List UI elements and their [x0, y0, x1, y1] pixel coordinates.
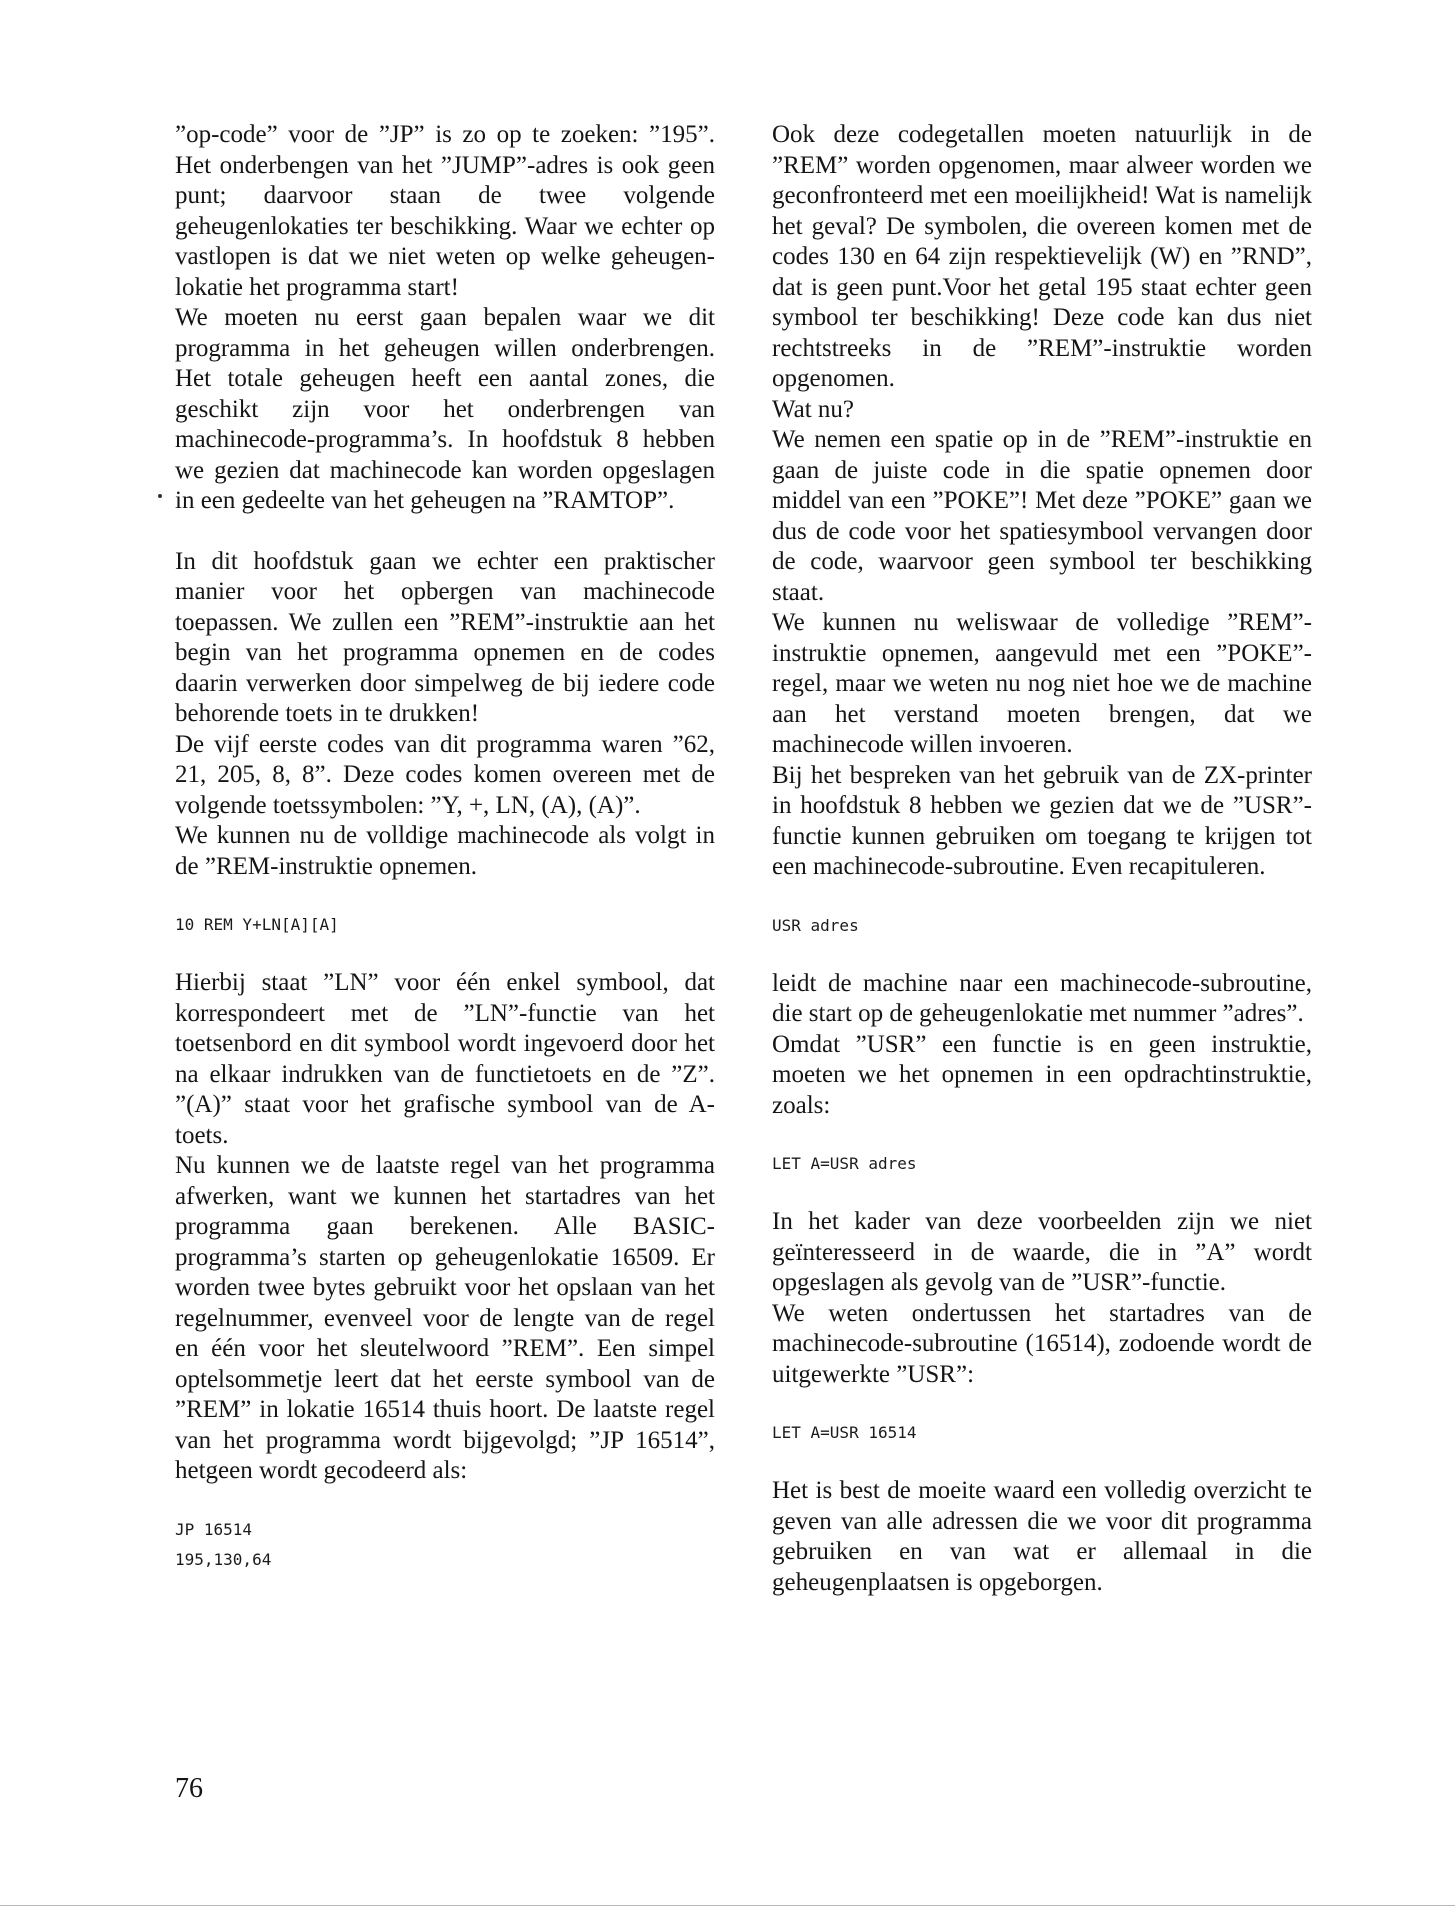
paragraph: Ook deze codegetallen moeten natuurlijk in de ”REM” worden opgenomen, maar alweer worden we geconfronteerd met een moeilijkheid! Wat is namelijk het geval? De symbolen, die overeen komen met de codes 130 en 64 zijn respektievelijk (W) en ”RND”, dat is geen punt.Voor het getal 195 staat echter geen symbool ter beschikking! Deze code kan dus niet rechtstreeks in de ”REM”-instruktie worden opgenomen. Wat nu? We nemen een spatie op in de ”REM”-instruktie en gaan de juiste code in die spatie opnemen door middel van een ”POKE”! Met deze ”POKE” gaan we dus de code voor het spatiesymbool vervangen door de code, waarvoor geen symbool ter beschikking staat. We kunnen nu weliswaar de volledige ”REM”-instruktie opnemen, aangevuld met een ”POKE”-regel, maar we weten nu nog niet hoe we de machine aan het verstand moeten brengen, dat we machinecode willen invoeren. Bij het bespreken van het gebruik van de ZX-printer in hoofdstuk 8 hebben we gezien dat we de ”USR”-functie kunnen gebruiken om toegang te krijgen tot een machinecode-subroutine. Even recapituleren.	[772, 121, 1312, 880]
paragraph: leidt de machine naar een machinecode-subroutine, die start op de geheugenlokatie met nummer ”adres”. Omdat ”USR” een functie is en geen instruktie, moeten we het opnemen in een opdrachtinstruktie, zoals:	[772, 969, 1312, 1119]
code-listing: LET A=USR 16514	[772, 1423, 917, 1442]
bottom-rule	[0, 1905, 1455, 1906]
code-listing: LET A=USR adres	[772, 1154, 917, 1173]
paragraph: In dit hoofdstuk gaan we echter een praktischer manier voor het opbergen van machinecode toepassen. We zullen een ”REM”-instruktie aan het begin van het programma opnemen en de codes daarin verwerken door simpelweg de bij iedere code behorende toets in te drukken! De vijf eerste codes van dit programma waren ”62, 21, 205, 8, 8”. Deze codes komen overeen met de volgende toetssymbolen: ”Y, +, LN, (A), (A)”. We kunnen nu de volldige machinecode als volgt in de ”REM-instruktie opnemen.	[175, 547, 715, 880]
paragraph: Het is best de moeite waard een volledig overzicht te geven van alle adressen die we voor dit programma gebruiken en van wat er allemaal in die geheugenplaatsen is opgeborgen.	[772, 1477, 1312, 1596]
code-listing: USR adres	[772, 915, 859, 935]
paragraph: ”op-code” voor de ”JP” is zo op te zoeken: ”195”. Het onderbengen van het ”JUMP”-adres is ook geen punt; daarvoor staan de twee volgende geheugenlokaties ter beschikking. Waar we echter op vastlopen is dat we niet weten op welke geheugen-lokatie het programma start! We moeten nu eerst gaan bepalen waar we dit programma in het geheugen willen onderbrengen. Het totale geheugen heeft een aantal zones, die geschikt zijn voor het onderbrengen van machinecode-programma’s. In hoofdstuk 8 hebben we gezien dat machinecode kan worden opgeslagen in een gedeelte van het geheugen na ”RAMTOP”.	[175, 121, 715, 514]
left-column	[175, 120, 715, 1575]
code-listing: 10 REM Y+LN[A][A]	[175, 915, 339, 934]
page-number: 76	[175, 1773, 203, 1804]
paragraph: Hierbij staat ”LN” voor één enkel symbool, dat korrespondeert met de ”LN”-functie van het toetsenbord en dit symbool wordt ingevoerd door het na elkaar indrukken van de functietoets en de ”Z”. ”(A)” staat voor het grafische symbool van de A-toets. Nu kunnen we de laatste regel van het programma afwerken, want we kunnen het startadres van het programma gaan berekenen. Alle BASIC-programma’s starten op geheugenlokatie 16509. Er worden twee bytes gebruikt voor het opslaan van het regelnummer, evenveel voor de lengte van de regel en één voor het sleutelwoord ”REM”. Een simpel optelsommetje leert dat het eerste symbool van de ”REM” in lokatie 16514 thuis hoort. De laatste regel van het programma wordt bijgevolgd; ”JP 16514”, hetgeen wordt gecodeerd als:	[175, 969, 715, 1484]
code-listing: JP 16514 195,130,64	[175, 1519, 272, 1569]
paragraph: In het kader van deze voorbeelden zijn we niet geïnteresseerd in de waarde, die in ”A” wordt opgeslagen als gevolg van de ”USR”-functie. We weten ondertussen het startadres van de machinecode-subroutine (16514), zodoende wordt de uitgewerkte ”USR”:	[772, 1208, 1312, 1388]
scan-speck	[158, 494, 162, 498]
right-column	[772, 120, 1312, 1598]
